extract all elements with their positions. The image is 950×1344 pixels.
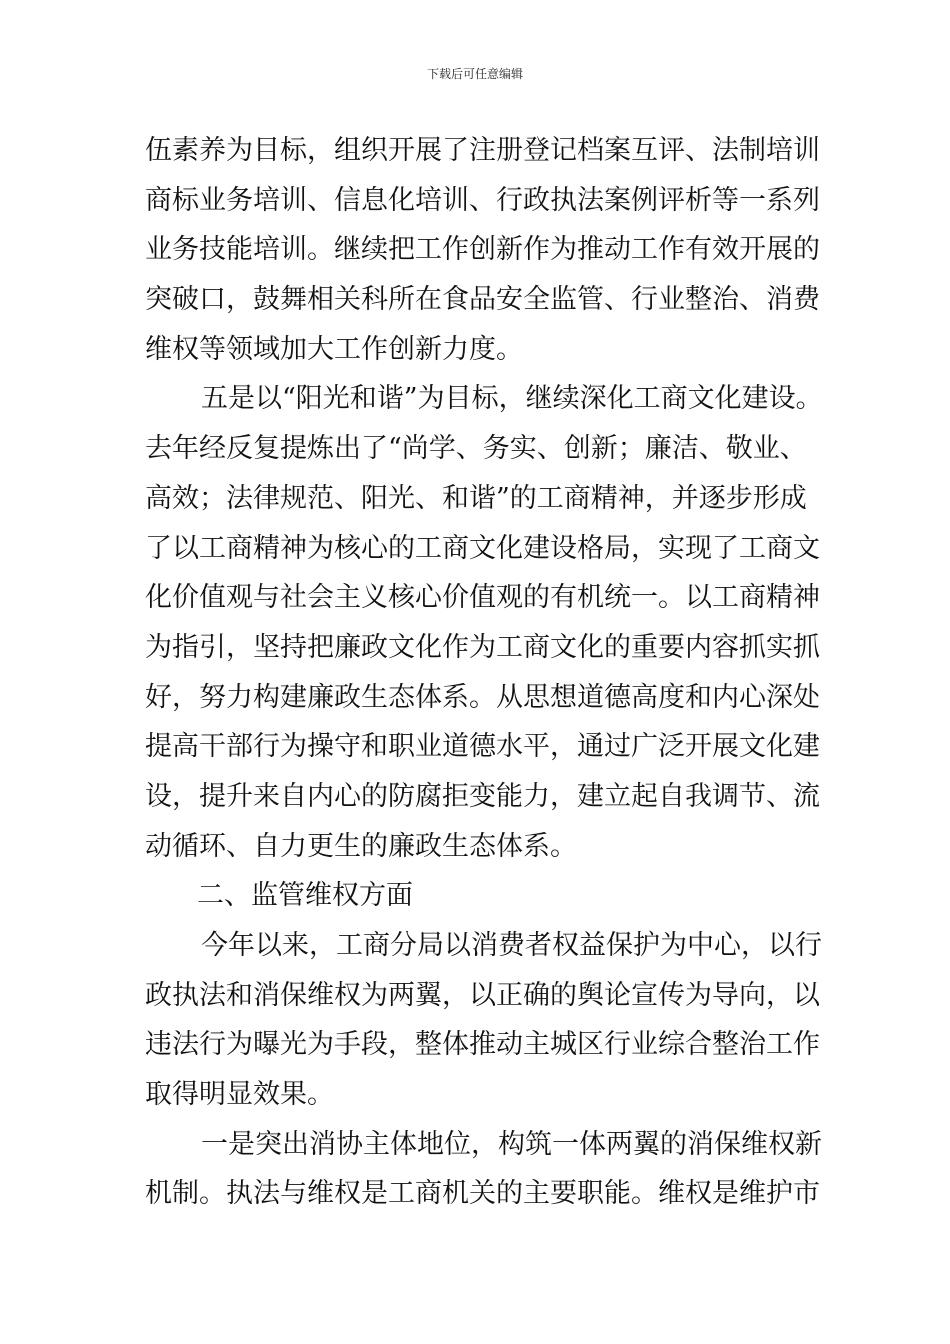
text-line: 好，努力构建廉政生态体系。从思想道德高度和内心深处	[145, 681, 820, 713]
text-line: 动循环、自力更生的廉政生态体系。	[145, 830, 577, 862]
text-line: 业务技能培训。继续把工作创新作为推动工作有效开展的	[145, 234, 820, 266]
section-heading: 二、监管维权方面	[197, 880, 413, 912]
text-line: 为指引，坚持把廉政文化作为工商文化的重要内容抓实抓	[145, 631, 820, 663]
paragraph-start-line: 一是突出消协主体地位，构筑一体两翼的消保维权新	[201, 1128, 822, 1160]
text-line: 维权等领域加大工作创新力度。	[145, 333, 523, 365]
text-line: 伍素养为目标，组织开展了注册登记档案互评、法制培训	[145, 135, 820, 166]
paragraph-start-line: 今年以来，工商分局以消费者权益保护为中心，以行	[201, 930, 822, 961]
text-line: 提高干部行为操守和职业道德水平，通过广泛开展文化建	[145, 731, 820, 763]
text-line: 化价值观与社会主义核心价值观的有机统一。以工商精神	[145, 582, 820, 614]
text-line: 机制。执法与维权是工商机关的主要职能。维权是维护市	[145, 1178, 820, 1210]
text-line: 高效；法律规范、阳光、和谐”的工商精神，并逐步形成	[145, 482, 807, 514]
text-line: 商标业务培训、信息化培训、行政执法案例评析等一系列	[145, 184, 820, 216]
document-body	[145, 126, 845, 1219]
text-line: 违法行为曝光为手段，整体推动主城区行业综合整治工作	[145, 1029, 820, 1061]
page-header: 下载后可任意编辑	[426, 67, 523, 81]
text-line: 突破口，鼓舞相关科所在食品安全监管、行业整治、消费	[145, 284, 820, 316]
text-line: 去年经反复提炼出了“尚学、务实、创新；廉洁、敬业、	[145, 433, 807, 465]
paragraph-start-line: 五是以“阳光和谐”为目标，继续深化工商文化建设。	[201, 383, 823, 415]
text-line: 设，提升来自内心的防腐拒变能力，建立起自我调节、流	[145, 780, 820, 812]
text-line: 政执法和消保维权为两翼，以正确的舆论宣传为导向，以	[145, 979, 820, 1011]
text-line: 取得明显效果。	[145, 1079, 334, 1111]
text-line: 了以工商精神为核心的工商文化建设格局，实现了工商文	[145, 532, 820, 564]
